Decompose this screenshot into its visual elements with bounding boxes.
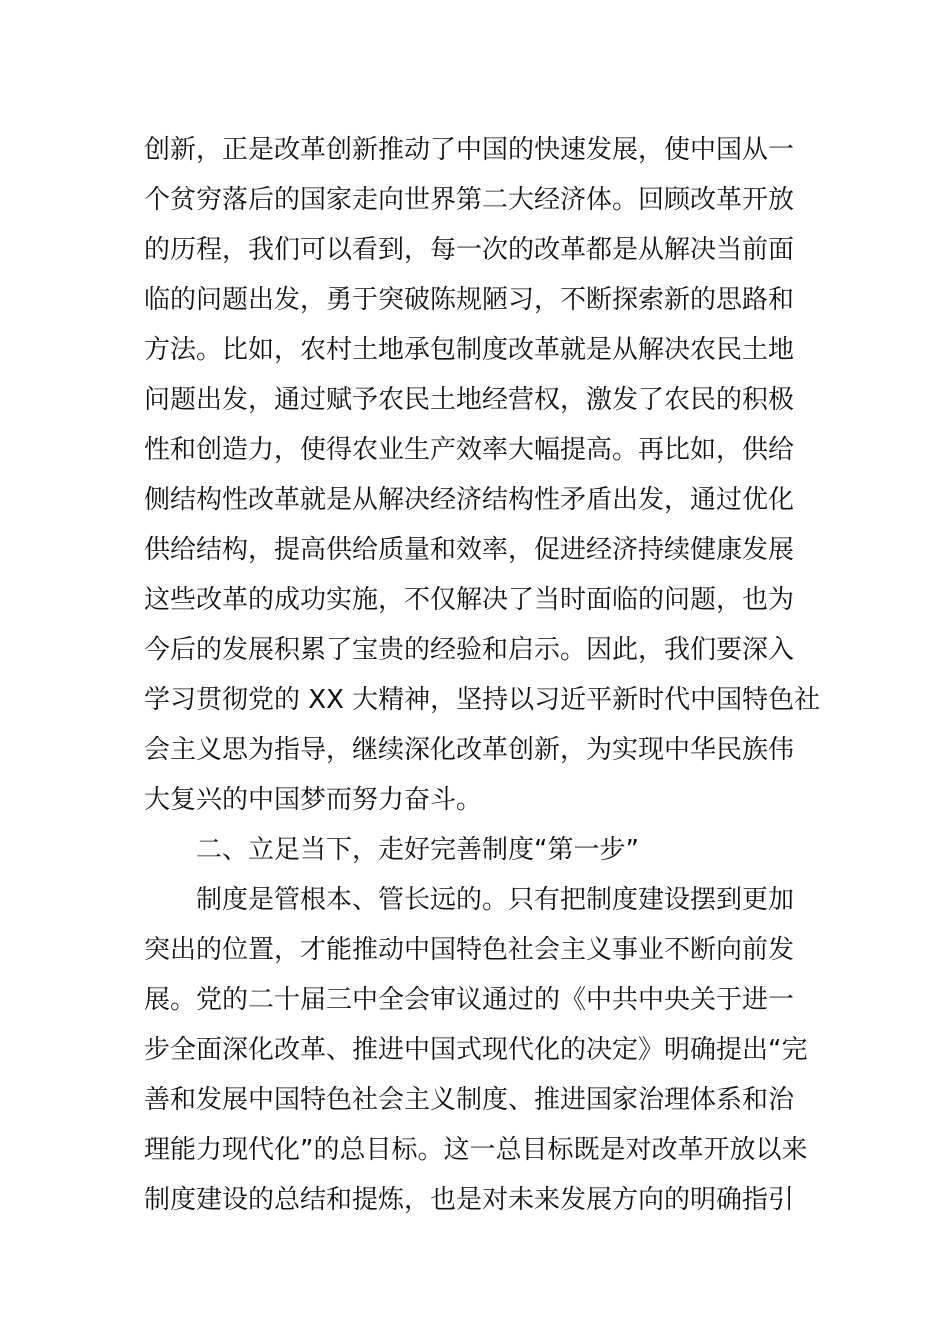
paragraph-line: 理能力现代化”的总目标。这一总目标既是对改革开放以来: [144, 1135, 808, 1165]
paragraph-line: 这些改革的成功实施，不仅解决了当时面临的问题，也为: [144, 585, 795, 615]
paragraph-line: 突出的位置，才能推动中国特色社会主义事业不断向前发: [144, 935, 795, 965]
paragraph-line: 供给结构，提高供给质量和效率，促进经济持续健康发展: [144, 535, 795, 565]
paragraph-line: 临的问题出发，勇于突破陈规陋习，不断探索新的思路和: [144, 285, 795, 315]
paragraph-line: 制度是管根本、管长远的。只有把制度建设摆到更加: [196, 885, 795, 915]
paragraph-line: 方法。比如，农村土地承包制度改革就是从解决农民土地: [144, 335, 795, 365]
paragraph-line: 侧结构性改革就是从解决经济结构性矛盾出发，通过优化: [144, 485, 795, 515]
paragraph-line: 学习贯彻党的 XX 大精神，坚持以习近平新时代中国特色社: [144, 685, 821, 715]
paragraph-line: 性和创造力，使得农业生产效率大幅提高。再比如，供给: [144, 435, 795, 465]
paragraph-line: 制度建设的总结和提炼，也是对未来发展方向的明确指引: [144, 1185, 795, 1215]
section-heading: 二、立足当下，走好完善制度“第一步”: [196, 835, 639, 865]
paragraph-line: 创新，正是改革创新推动了中国的快速发展，使中国从一: [144, 135, 795, 165]
paragraph-line: 问题出发，通过赋予农民土地经营权，激发了农民的积极: [144, 385, 795, 415]
paragraph-line: 展。党的二十届三中全会审议通过的《中共中央关于进一: [144, 985, 795, 1015]
paragraph-line: 步全面深化改革、推进中国式现代化的决定》明确提出“完: [144, 1035, 808, 1065]
paragraph-line: 会主义思为指导，继续深化改革创新，为实现中华民族伟: [144, 735, 795, 765]
paragraph-line: 大复兴的中国梦而努力奋斗。: [144, 785, 483, 815]
paragraph-line: 善和发展中国特色社会主义制度、推进国家治理体系和治: [144, 1085, 795, 1115]
paragraph-line: 今后的发展积累了宝贵的经验和启示。因此，我们要深入: [144, 635, 795, 665]
paragraph-line: 的历程，我们可以看到，每一次的改革都是从解决当前面: [144, 235, 795, 265]
paragraph-line: 个贫穷落后的国家走向世界第二大经济体。回顾改革开放: [144, 185, 795, 215]
